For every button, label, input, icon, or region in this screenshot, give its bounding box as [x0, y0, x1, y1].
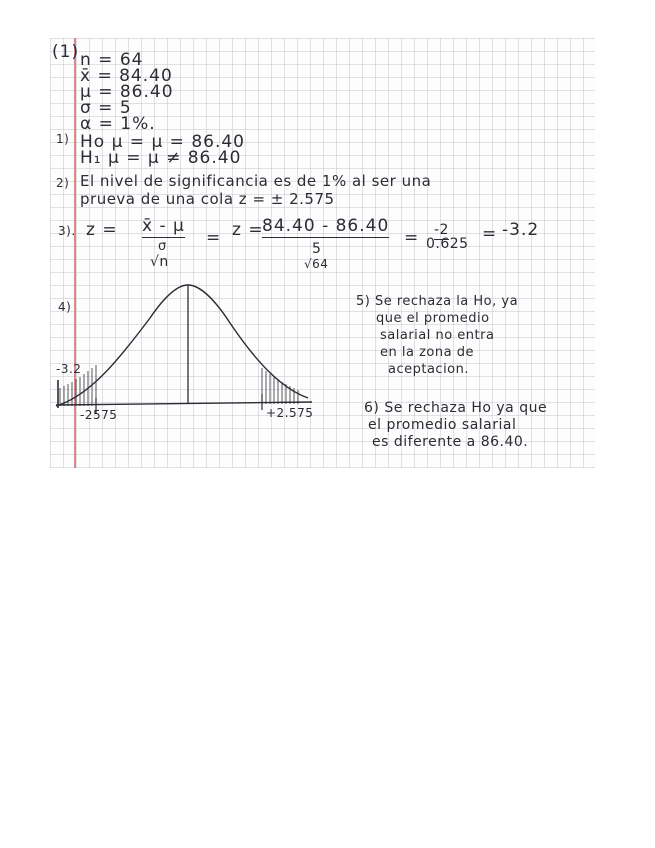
right-tail-shading [262, 368, 298, 404]
step6-line2: el promedio salarial [368, 417, 517, 433]
step2-line1: El nivel de significancia es de 1% al ser una [80, 172, 432, 190]
formula-equals3: = [482, 224, 498, 244]
step5-line2: que el promedio [376, 311, 490, 326]
step2-line2: prueva de una cola z = ± 2.575 [80, 190, 335, 208]
formula-sqrt-n: √n [150, 254, 169, 270]
formula-numerator: x̄ - μ [142, 216, 185, 236]
item-number: (1) [52, 42, 80, 62]
z-value-label: -3.2 [56, 362, 82, 376]
formula-equals1: = [206, 228, 222, 248]
left-critical-label: -2575 [80, 408, 118, 422]
step5-line1: 5) Se rechaza la Ho, ya [356, 294, 519, 309]
step3-number: 3). [58, 224, 76, 238]
notebook-page [50, 38, 595, 468]
substituted-sigma: 5 [312, 241, 322, 257]
z-result: -3.2 [502, 220, 540, 240]
given-xbar: x̄ = 84.40 [80, 66, 173, 86]
given-alpha: α = 1%. [80, 114, 156, 134]
step5-line4: en la zona de [380, 345, 474, 360]
formula-sigma: σ [158, 239, 167, 254]
right-critical-label: +2.575 [266, 406, 314, 420]
given-sigma: σ = 5 [80, 98, 132, 118]
z-lhs: z = [86, 220, 118, 240]
step5-line5: aceptacion. [388, 362, 470, 377]
formula-equals2: = [404, 228, 420, 248]
null-hypothesis: Ho μ = μ = 86.40 [80, 132, 245, 152]
step6-line3: es diferente a 86.40. [372, 434, 529, 450]
z-second: z = [232, 220, 264, 240]
given-n: n = 64 [80, 50, 144, 70]
step4-number: 4) [58, 300, 72, 314]
fraction-numerator: -2 [434, 222, 449, 238]
substituted-sqrt: √64 [304, 257, 329, 271]
step6-line1: 6) Se rechaza Ho ya que [364, 400, 548, 416]
given-mu: μ = 86.40 [80, 82, 174, 102]
alt-hypothesis: H₁ μ = μ ≠ 86.40 [80, 148, 242, 168]
step2-number: 2) [56, 176, 70, 190]
substituted-numerator: 84.40 - 86.40 [262, 216, 390, 236]
step5-line3: salarial no entra [380, 328, 495, 343]
hypotheses-number: 1) [56, 132, 70, 146]
fraction-denominator: 0.625 [426, 236, 469, 252]
